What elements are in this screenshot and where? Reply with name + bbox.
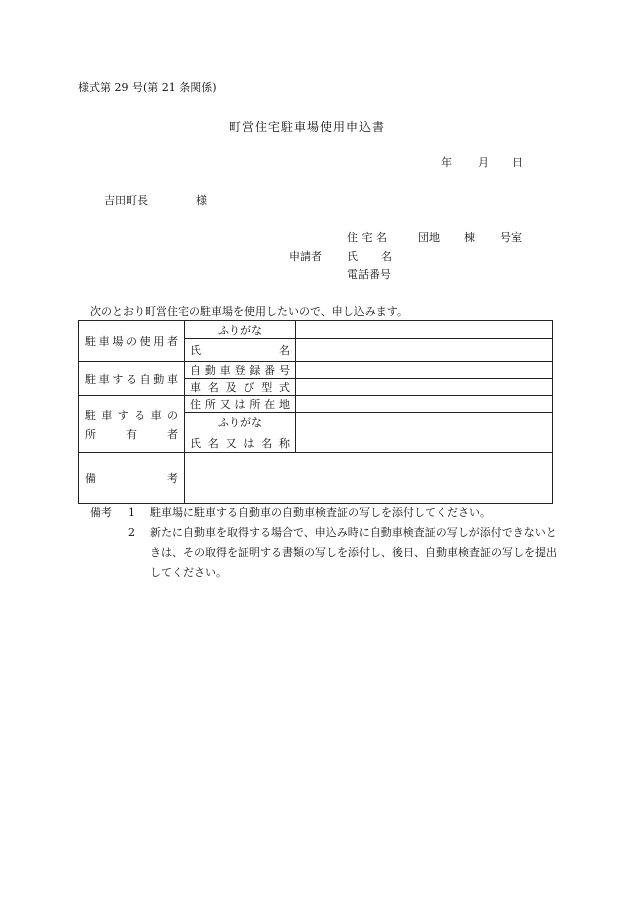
remarks-label (85, 470, 178, 486)
address-cell (185, 396, 296, 413)
applicant-name-label-2: 名 (381, 250, 392, 263)
owner-name-input[interactable] (296, 413, 553, 453)
housing-label: 住 宅 名 (347, 231, 387, 244)
registration-number-label: 自 動 車 登 録 番 号 (190, 364, 290, 377)
addressee-honorific: 様 (196, 194, 207, 207)
vehicle-label-cell (79, 362, 185, 396)
user-name-cell (185, 339, 296, 362)
date-month: 月 (478, 156, 489, 169)
note-item-2 (90, 523, 562, 583)
registration-number-cell (185, 362, 296, 379)
owner-name-label: 氏 名 又 は 名 称 (190, 437, 290, 450)
owner-char-2: 有 (126, 427, 137, 441)
remarks-char-2: 考 (167, 472, 178, 485)
notes-label: 備考 (90, 506, 112, 519)
note-text: 駐車場に駐車する自動車の自動車検査証の写しを添付してください。 (150, 506, 491, 519)
form-number: 様式第 29 号(第 21 条関係) (78, 81, 217, 94)
user-name-label (190, 342, 290, 358)
remarks-input[interactable] (185, 453, 553, 504)
user-furigana-input[interactable] (296, 321, 553, 339)
note-number: 2 (128, 526, 135, 539)
owner-label-line-1: 駐 車 す る 車 の (85, 408, 178, 422)
note-item-1 (90, 503, 562, 523)
owner-name-cell (185, 413, 296, 453)
model-label: 車 名 及 び 型 式 (190, 381, 290, 394)
building-label: 棟 (464, 231, 475, 244)
remarks-char-1: 備 (85, 472, 96, 485)
user-name-input[interactable] (296, 339, 553, 362)
date-year: 年 (441, 156, 452, 169)
note-text: 新たに自動車を取得する場合で、申込み時に自動車検査証の写しが添付できないときは、その取得を証明する書類の写しを添付し、後日、自動車検査証の写しを提出してください。 (150, 526, 557, 579)
name-char-2: 名 (279, 344, 290, 357)
name-char-1: 氏 (190, 344, 201, 357)
notes-section (90, 503, 562, 583)
owner-label-line-2 (85, 426, 178, 442)
address-label: 住 所 又 は 所 在 地 (190, 398, 290, 411)
intro-text: 次のとおり町営住宅の駐車場を使用したいので、申し込みます。 (90, 305, 408, 318)
danchi-label: 団地 (418, 231, 440, 244)
remarks-label-cell (79, 453, 185, 504)
owner-char-3: 者 (167, 427, 178, 441)
owner-char-1: 所 (85, 427, 96, 441)
addressee-name: 吉田町長 (104, 194, 148, 207)
applicant-label: 申請者 (289, 250, 322, 263)
note-number: 1 (128, 506, 135, 519)
model-input[interactable] (296, 379, 553, 396)
furigana-cell: ふりがな (185, 321, 296, 339)
user-label-cell (79, 321, 185, 362)
address-input[interactable] (296, 396, 553, 413)
room-label: 号室 (500, 231, 522, 244)
user-label: 駐 車 場 の 使 用 者 (85, 335, 178, 348)
owner-furigana-label: ふりがな (218, 416, 262, 429)
document-title: 町営住宅駐車場使用申込書 (229, 120, 386, 134)
owner-label-cell (79, 396, 185, 453)
phone-label: 電話番号 (347, 268, 391, 281)
applicant-name-label-1: 氏 (347, 250, 358, 263)
date-day: 日 (512, 156, 523, 169)
vehicle-label: 駐 車 す る 自 動 車 (85, 372, 178, 386)
application-table (78, 320, 553, 504)
registration-number-input[interactable] (296, 362, 553, 379)
model-cell (185, 379, 296, 396)
